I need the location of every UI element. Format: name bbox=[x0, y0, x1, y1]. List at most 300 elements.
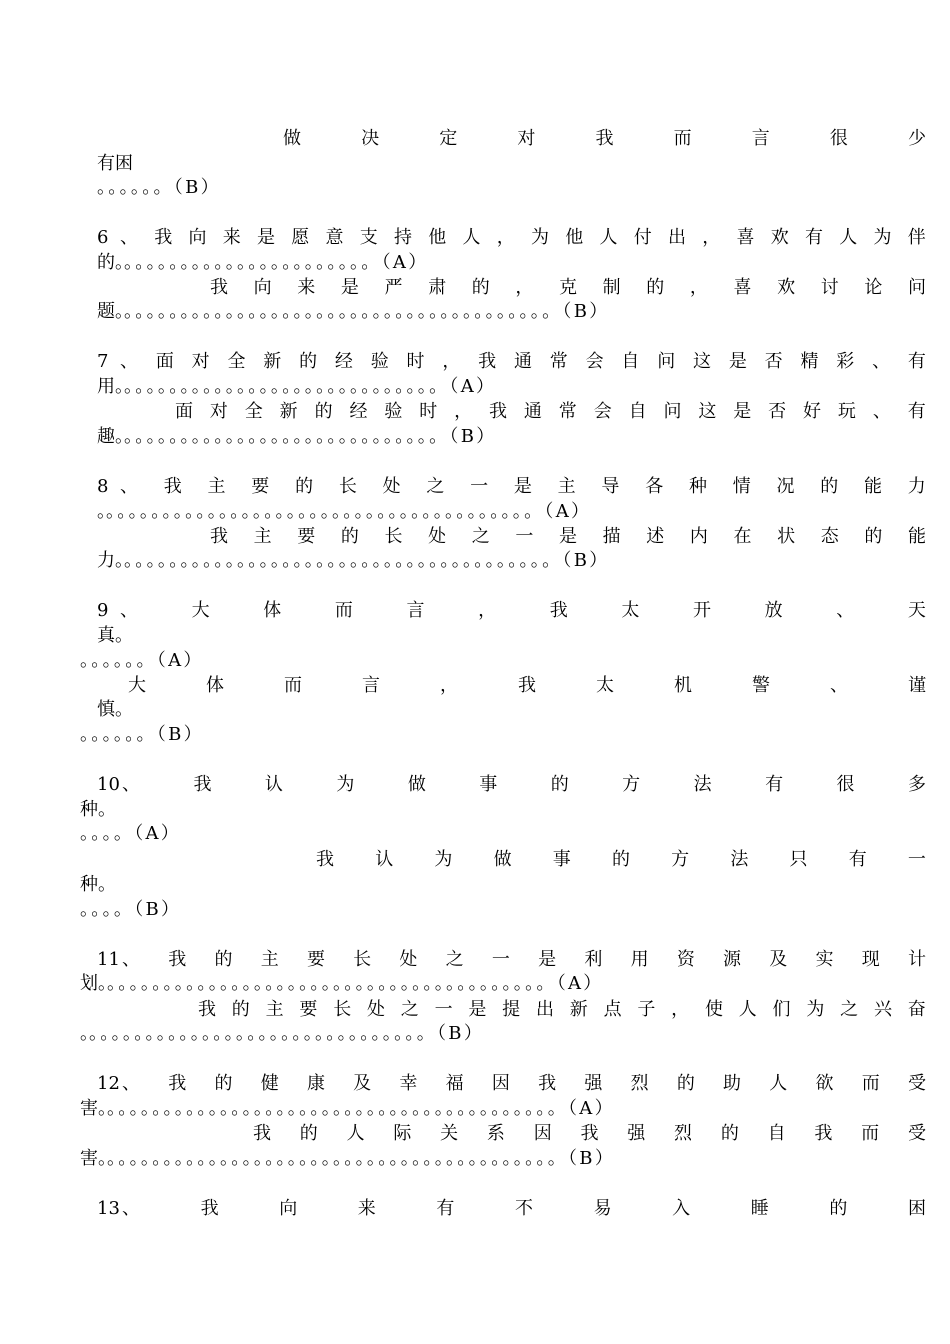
text-char: 实 bbox=[815, 949, 834, 970]
text-char: 面 bbox=[155, 351, 174, 372]
text-char: 康 bbox=[306, 1073, 325, 1094]
text-char: ， bbox=[478, 600, 497, 621]
text-char: 新 bbox=[569, 999, 588, 1020]
question-text-line bbox=[80, 1022, 484, 1046]
text-char: 我 bbox=[253, 1123, 271, 1144]
text-char: 人 bbox=[839, 227, 858, 248]
text-char: 是 bbox=[340, 277, 359, 298]
option-marker-line bbox=[80, 898, 181, 922]
text-char: 定 bbox=[439, 128, 458, 149]
text-segment: 7 bbox=[97, 351, 109, 372]
option-marker: 。。。。。。。。。。。。。。。。。。。。。。。。。。。。。。（B） bbox=[89, 1023, 485, 1044]
text-char: 之 bbox=[445, 949, 464, 970]
text-segment: 划。 bbox=[80, 973, 107, 994]
text-char: 易 bbox=[593, 1198, 612, 1219]
text-char: 警 bbox=[752, 675, 770, 696]
text-char: 的 bbox=[314, 401, 333, 422]
text-char: 玩 bbox=[837, 401, 856, 422]
text-char: 面 bbox=[175, 401, 193, 422]
option-marker: 。。。。。。。。。。。。。。。。。。。。。。。。。。。。。。。。。。。。。。（A） bbox=[106, 501, 592, 522]
text-char: 大 bbox=[128, 675, 146, 696]
text-char: 对 bbox=[191, 351, 210, 372]
text-char: 对 bbox=[209, 401, 228, 422]
text-char: 的 bbox=[214, 949, 233, 970]
question-text-line bbox=[97, 500, 591, 524]
question-text-line bbox=[122, 773, 926, 797]
text-char: 法 bbox=[730, 849, 749, 870]
text-char: 的 bbox=[646, 277, 665, 298]
text-char: 主 bbox=[557, 476, 576, 497]
text-char: 资 bbox=[676, 949, 695, 970]
question-text-line bbox=[120, 226, 926, 250]
question-text-line bbox=[80, 798, 116, 822]
text-char: 的 bbox=[295, 476, 314, 497]
question-text-line bbox=[120, 599, 926, 623]
text-char: 向 bbox=[253, 277, 272, 298]
text-char: 际 bbox=[393, 1123, 412, 1144]
text-char: 认 bbox=[375, 849, 394, 870]
text-segment: 8 bbox=[97, 476, 109, 497]
question-number bbox=[97, 773, 120, 797]
text-char: 决 bbox=[361, 128, 380, 149]
text-char: 严 bbox=[384, 277, 403, 298]
text-char: 很 bbox=[836, 774, 855, 795]
text-char: 而 bbox=[334, 600, 353, 621]
text-char: 我 bbox=[595, 128, 614, 149]
text-char: 的 bbox=[820, 476, 839, 497]
text-char: 为 bbox=[873, 227, 892, 248]
text-char: 为 bbox=[531, 227, 549, 248]
text-char: 自 bbox=[621, 351, 640, 372]
option-marker-line bbox=[80, 822, 181, 846]
text-char: 的 bbox=[611, 849, 630, 870]
text-char: 主 bbox=[207, 476, 226, 497]
text-char: 我 bbox=[549, 600, 568, 621]
text-char: 有 bbox=[436, 1198, 455, 1219]
text-char: 受 bbox=[907, 1123, 926, 1144]
option-marker: 。。。。。。。。。。。。。。。。。。。。。。。。。。。。。。。。。。。。。。。。（A） bbox=[107, 1098, 615, 1119]
text-char: 经 bbox=[349, 401, 368, 422]
text-char: 出 bbox=[535, 999, 554, 1020]
text-char: 常 bbox=[549, 351, 568, 372]
text-char: 状 bbox=[777, 526, 796, 547]
text-segment: 的。 bbox=[97, 252, 124, 273]
text-char: 会 bbox=[593, 401, 612, 422]
option-marker: 。。。。（A） bbox=[80, 823, 182, 844]
text-char: 否 bbox=[768, 401, 787, 422]
text-char: 们 bbox=[772, 999, 791, 1020]
text-char: 制 bbox=[602, 277, 621, 298]
text-char: 克 bbox=[559, 277, 577, 298]
question-text-line bbox=[210, 276, 926, 300]
text-char: 新 bbox=[279, 401, 298, 422]
text-char: 言 bbox=[406, 600, 425, 621]
text-char: 主 bbox=[260, 949, 279, 970]
question-number bbox=[97, 1197, 120, 1221]
text-char: 及 bbox=[769, 949, 788, 970]
text-segment: 慎。 bbox=[97, 699, 133, 720]
text-char: 奋 bbox=[907, 999, 926, 1020]
text-char: 少 bbox=[908, 128, 926, 149]
text-char: 言 bbox=[362, 675, 380, 696]
text-char: 一 bbox=[434, 999, 453, 1020]
text-char: 处 bbox=[399, 949, 418, 970]
text-char: 内 bbox=[689, 526, 708, 547]
text-char: 否 bbox=[764, 351, 783, 372]
text-char: 常 bbox=[558, 401, 577, 422]
text-char: 的 bbox=[214, 1073, 233, 1094]
text-char: 精 bbox=[800, 351, 819, 372]
text-char: 法 bbox=[693, 774, 712, 795]
text-char: 要 bbox=[299, 999, 318, 1020]
text-char: 时 bbox=[406, 351, 425, 372]
text-char: 因 bbox=[491, 1073, 510, 1094]
text-char: 处 bbox=[382, 476, 401, 497]
question-text-line bbox=[210, 525, 926, 549]
text-char: 、 bbox=[120, 476, 138, 497]
text-char: 向 bbox=[279, 1198, 298, 1219]
text-char: 而 bbox=[673, 128, 692, 149]
text-char: 长 bbox=[353, 949, 372, 970]
text-segment: 用。 bbox=[97, 376, 124, 397]
text-char: 烈 bbox=[674, 1123, 693, 1144]
text-char: 的 bbox=[550, 774, 569, 795]
text-char: 一 bbox=[470, 476, 489, 497]
text-char: 验 bbox=[384, 401, 403, 422]
option-marker: 。。。。。。。。。。。。。。。。。。。。。。（A） bbox=[124, 252, 429, 273]
question-text-line bbox=[80, 873, 116, 897]
text-char: 系 bbox=[486, 1123, 505, 1144]
text-char: 利 bbox=[584, 949, 603, 970]
text-char: 全 bbox=[227, 351, 246, 372]
text-char: 我 bbox=[168, 1073, 187, 1094]
text-char: 通 bbox=[513, 351, 532, 372]
text-char: 的 bbox=[299, 1123, 318, 1144]
text-char: 之 bbox=[471, 526, 490, 547]
text-char: 很 bbox=[829, 128, 848, 149]
text-char: 言 bbox=[751, 128, 770, 149]
text-char: 喜 bbox=[733, 277, 752, 298]
text-char: 、 bbox=[120, 351, 138, 372]
text-char: 、 bbox=[122, 1198, 140, 1219]
question-text-line bbox=[97, 251, 429, 275]
text-char: 问 bbox=[657, 351, 676, 372]
text-char: 处 bbox=[366, 999, 385, 1020]
text-char: 问 bbox=[908, 277, 926, 298]
text-char: 的 bbox=[471, 277, 490, 298]
text-char: 向 bbox=[188, 227, 207, 248]
text-segment: 9 bbox=[97, 600, 109, 621]
text-char: 计 bbox=[907, 949, 926, 970]
question-number bbox=[97, 599, 108, 623]
option-marker-line bbox=[80, 723, 204, 747]
text-char: 新 bbox=[263, 351, 282, 372]
text-char: 我 bbox=[163, 476, 182, 497]
text-char: 、 bbox=[120, 600, 138, 621]
question-text-line bbox=[97, 549, 610, 573]
text-char: 主 bbox=[253, 526, 272, 547]
text-char: 为 bbox=[434, 849, 453, 870]
text-char: 有 bbox=[848, 849, 867, 870]
text-char: 人 bbox=[462, 227, 481, 248]
text-char: 为 bbox=[806, 999, 825, 1020]
question-number bbox=[97, 475, 108, 499]
question-text-line bbox=[198, 998, 926, 1022]
text-char: 自 bbox=[628, 401, 647, 422]
text-char: 这 bbox=[693, 351, 711, 372]
text-char: 支 bbox=[359, 227, 378, 248]
text-char: 入 bbox=[672, 1198, 691, 1219]
text-char: 体 bbox=[206, 675, 224, 696]
text-char: 持 bbox=[394, 227, 412, 248]
text-char: 提 bbox=[502, 999, 521, 1020]
question-text-line bbox=[120, 475, 926, 499]
text-char: 的 bbox=[231, 999, 250, 1020]
text-char: 好 bbox=[803, 401, 822, 422]
text-char: 长 bbox=[384, 526, 403, 547]
text-char: 来 bbox=[357, 1198, 376, 1219]
text-char: 太 bbox=[596, 675, 614, 696]
text-segment: 真。 bbox=[97, 625, 133, 646]
text-char: 认 bbox=[264, 774, 283, 795]
text-char: 会 bbox=[585, 351, 604, 372]
text-char: 机 bbox=[674, 675, 692, 696]
text-char: 我 bbox=[478, 351, 497, 372]
text-char: 时 bbox=[419, 401, 438, 422]
text-char: 使 bbox=[704, 999, 723, 1020]
text-char: 述 bbox=[646, 526, 665, 547]
text-char: 要 bbox=[297, 526, 316, 547]
text-char: 能 bbox=[908, 526, 926, 547]
text-char: 态 bbox=[820, 526, 839, 547]
text-char: 、 bbox=[122, 1073, 140, 1094]
text-char: 放 bbox=[764, 600, 783, 621]
text-segment: 有困 bbox=[97, 153, 133, 174]
question-text-line bbox=[97, 300, 610, 324]
text-char: 通 bbox=[523, 401, 542, 422]
text-char: 受 bbox=[907, 1073, 926, 1094]
option-marker: 。。。。。。（B） bbox=[97, 177, 221, 198]
text-char: 有 bbox=[907, 401, 926, 422]
text-char: 他 bbox=[428, 227, 447, 248]
text-char: 、 bbox=[122, 774, 140, 795]
text-char: 导 bbox=[601, 476, 620, 497]
text-char: 主 bbox=[265, 999, 284, 1020]
text-char: 种 bbox=[688, 476, 707, 497]
text-char: 人 bbox=[346, 1123, 365, 1144]
text-char: 、 bbox=[836, 600, 855, 621]
text-char: ， bbox=[454, 401, 473, 422]
text-char: 是 bbox=[728, 351, 747, 372]
text-char: 而 bbox=[861, 1073, 880, 1094]
question-text-line bbox=[80, 972, 604, 996]
text-char: 我 bbox=[154, 227, 173, 248]
question-number bbox=[97, 350, 108, 374]
question-text-line bbox=[122, 948, 926, 972]
text-char: 这 bbox=[698, 401, 717, 422]
text-char: 要 bbox=[306, 949, 325, 970]
text-char: 付 bbox=[633, 227, 652, 248]
question-text-line bbox=[120, 350, 926, 374]
text-char: 的 bbox=[340, 526, 359, 547]
text-char: 自 bbox=[767, 1123, 786, 1144]
text-char: 子 bbox=[637, 999, 656, 1020]
text-char: 太 bbox=[621, 600, 640, 621]
text-char: 谨 bbox=[908, 675, 926, 696]
text-char: 是 bbox=[733, 401, 752, 422]
text-segment: 种。 bbox=[80, 799, 116, 820]
text-char: 愿 bbox=[291, 227, 310, 248]
text-segment: 题。 bbox=[97, 301, 124, 322]
text-char: 伴 bbox=[907, 227, 926, 248]
text-char: 之 bbox=[840, 999, 859, 1020]
text-char: 方 bbox=[671, 849, 690, 870]
text-char: 源 bbox=[723, 949, 742, 970]
text-char: 力 bbox=[907, 476, 926, 497]
text-char: 用 bbox=[630, 949, 649, 970]
text-char: 有 bbox=[765, 774, 784, 795]
text-char: 兴 bbox=[873, 999, 892, 1020]
question-number bbox=[97, 1072, 120, 1096]
text-char: 能 bbox=[864, 476, 883, 497]
question-text-line bbox=[128, 674, 926, 698]
text-char: 而 bbox=[284, 675, 302, 696]
text-char: 天 bbox=[907, 600, 926, 621]
text-char: 长 bbox=[338, 476, 357, 497]
text-char: 关 bbox=[440, 1123, 459, 1144]
text-segment: 趣。 bbox=[97, 426, 124, 447]
text-char: 人 bbox=[769, 1073, 788, 1094]
text-segment: 害。 bbox=[80, 1098, 107, 1119]
option-marker: 。。。。。。。。。。。。。。。。。。。。。。。。。。。。。。。。。。。。。。（B） bbox=[124, 550, 610, 571]
text-char: 的 bbox=[829, 1198, 848, 1219]
text-char: ， bbox=[440, 675, 458, 696]
text-char: 一 bbox=[515, 526, 534, 547]
text-char: 多 bbox=[907, 774, 926, 795]
text-char: 我 bbox=[198, 999, 216, 1020]
question-text-line bbox=[97, 152, 133, 176]
text-char: 福 bbox=[445, 1073, 464, 1094]
text-char: 睡 bbox=[750, 1198, 769, 1219]
question-text-line bbox=[122, 1072, 926, 1096]
text-char: 幸 bbox=[399, 1073, 418, 1094]
text-char: 各 bbox=[645, 476, 664, 497]
text-char: 事 bbox=[479, 774, 498, 795]
text-char: 我 bbox=[193, 774, 212, 795]
text-char: 的 bbox=[864, 526, 883, 547]
text-char: 有 bbox=[805, 227, 823, 248]
text-char: 是 bbox=[468, 999, 487, 1020]
text-char: 有 bbox=[907, 351, 926, 372]
option-marker: 。。。。。。。。。。。。。。。。。。。。。。。。。。。。（A） bbox=[124, 376, 497, 397]
text-char: 强 bbox=[627, 1123, 646, 1144]
text-char: 彩 bbox=[836, 351, 855, 372]
text-char: 讨 bbox=[820, 277, 839, 298]
text-char: 、 bbox=[830, 675, 848, 696]
option-marker: 。。。。。。。。。。。。。。。。。。。。。。。。。。。。（B） bbox=[124, 426, 497, 447]
text-char: 情 bbox=[732, 476, 751, 497]
text-char: 欲 bbox=[815, 1073, 834, 1094]
text-char: 而 bbox=[861, 1123, 880, 1144]
option-marker: 。。。。（B） bbox=[80, 899, 182, 920]
text-segment: 种。 bbox=[80, 874, 116, 895]
text-char: 描 bbox=[602, 526, 621, 547]
text-char: 、 bbox=[122, 949, 140, 970]
text-char: 在 bbox=[733, 526, 752, 547]
text-char: ， bbox=[496, 227, 515, 248]
option-marker: 。。。。。。。。。。。。。。。。。。。。。。。。。。。。。。。。。。。。。。。。（B） bbox=[107, 1148, 616, 1169]
text-char: 验 bbox=[370, 351, 389, 372]
text-char: 为 bbox=[336, 774, 355, 795]
text-char: 强 bbox=[584, 1073, 603, 1094]
question-number bbox=[97, 226, 108, 250]
text-char: 全 bbox=[244, 401, 263, 422]
question-text-line bbox=[97, 375, 496, 399]
text-char: 是 bbox=[538, 949, 557, 970]
text-char: 开 bbox=[693, 600, 711, 621]
text-char: 烈 bbox=[630, 1073, 649, 1094]
text-char: 出 bbox=[668, 227, 686, 248]
text-char: ， bbox=[442, 351, 461, 372]
text-char: 我 bbox=[210, 277, 228, 298]
text-char: 处 bbox=[428, 526, 447, 547]
text-char: 事 bbox=[552, 849, 571, 870]
text-char: 问 bbox=[663, 401, 682, 422]
text-char: 的 bbox=[720, 1123, 739, 1144]
text-segment: 力。 bbox=[97, 550, 124, 571]
text-char: 是 bbox=[257, 227, 275, 248]
question-text-line bbox=[122, 1197, 926, 1221]
text-char: 意 bbox=[325, 227, 344, 248]
text-char: 做 bbox=[493, 849, 512, 870]
text-char: 是 bbox=[513, 476, 532, 497]
text-char: 之 bbox=[400, 999, 419, 1020]
text-char: 体 bbox=[263, 600, 282, 621]
text-char: 对 bbox=[517, 128, 536, 149]
question-text-line bbox=[316, 848, 926, 872]
text-char: 是 bbox=[559, 526, 577, 547]
text-segment: 10 bbox=[97, 774, 120, 795]
text-char: 点 bbox=[603, 999, 622, 1020]
text-char: ， bbox=[702, 227, 721, 248]
question-text-line bbox=[253, 1122, 926, 1146]
text-char: 我 bbox=[210, 526, 228, 547]
text-char: 一 bbox=[491, 949, 510, 970]
text-char: 的 bbox=[299, 351, 318, 372]
question-text-line bbox=[80, 1097, 615, 1121]
text-char: 喜 bbox=[736, 227, 755, 248]
option-marker: 。。。。。。（B） bbox=[80, 724, 204, 745]
text-char: 健 bbox=[260, 1073, 279, 1094]
option-marker: 。。。。。。（A） bbox=[80, 650, 204, 671]
text-segment: 6 bbox=[97, 227, 109, 248]
text-char: 现 bbox=[861, 949, 880, 970]
question-text-line bbox=[80, 1147, 615, 1171]
text-char: 的 bbox=[676, 1073, 695, 1094]
text-char: 经 bbox=[334, 351, 353, 372]
text-char: 方 bbox=[622, 774, 641, 795]
text-char: 不 bbox=[514, 1198, 533, 1219]
text-char: 论 bbox=[864, 277, 883, 298]
option-marker-line bbox=[80, 649, 204, 673]
option-marker-line bbox=[97, 176, 221, 200]
text-char: 我 bbox=[316, 849, 334, 870]
question-text-line bbox=[97, 624, 133, 648]
text-char: 之 bbox=[426, 476, 445, 497]
text-char: 我 bbox=[489, 401, 508, 422]
text-char: 肃 bbox=[428, 277, 447, 298]
text-char: 、 bbox=[120, 227, 138, 248]
